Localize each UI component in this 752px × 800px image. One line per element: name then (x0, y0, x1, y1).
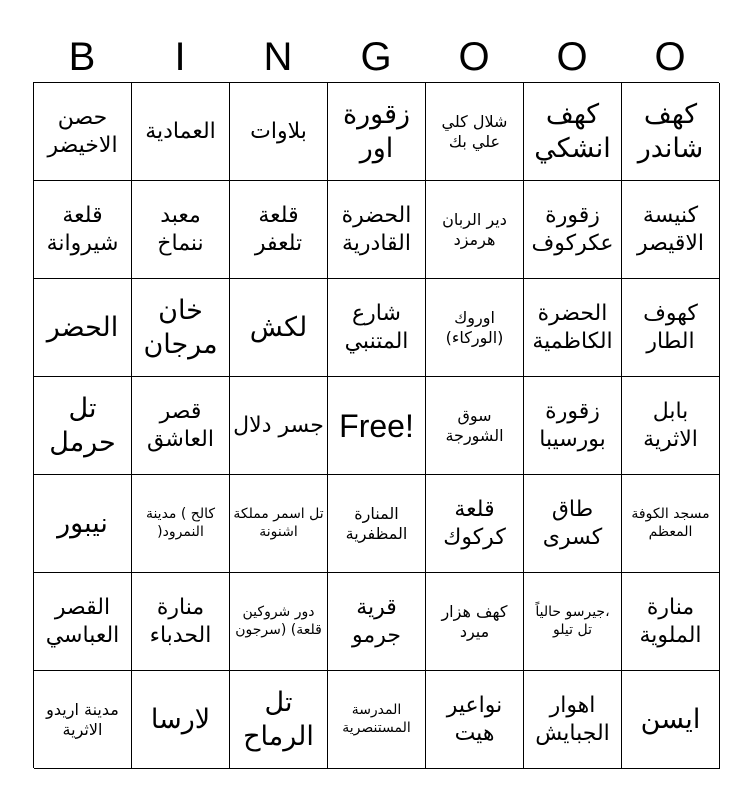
cell-text: اوروك (الوركاء) (445, 307, 504, 347)
bingo-cell[interactable] (426, 377, 524, 475)
bingo-cell[interactable] (230, 279, 328, 377)
cell-text: قلعة تلعفر (254, 203, 303, 256)
cell-text: قلعة كركوك (443, 497, 506, 550)
bingo-cell[interactable] (230, 573, 328, 671)
cell-text: ايسن (640, 703, 701, 735)
header-letter: G (360, 34, 392, 79)
header-letter: O (556, 34, 588, 79)
bingo-cell[interactable] (132, 83, 230, 181)
bingo-cell[interactable] (524, 83, 622, 181)
bingo-cell[interactable] (34, 181, 132, 279)
cell-text: كهف شاندر (637, 98, 704, 164)
header-letter: N (263, 34, 293, 79)
bingo-cell[interactable] (426, 475, 524, 573)
cell-text: لكش (249, 311, 308, 343)
header-letter: I (174, 34, 186, 79)
bingo-cell[interactable] (132, 181, 230, 279)
bingo-cell[interactable] (34, 475, 132, 573)
cell-text: شلال كلي علي بك (441, 111, 508, 151)
cell-text: نيبور (57, 507, 108, 539)
cell-text: زقورة اور (342, 98, 411, 164)
bingo-cell[interactable] (328, 181, 426, 279)
cell-text: زقورة بورسيبا (539, 399, 606, 452)
cell-text: نواعير هيت (446, 693, 503, 746)
bingo-cell[interactable] (524, 377, 622, 475)
cell-text: مدينة اريدو الاثرية (46, 699, 119, 739)
cell-text: بابل الاثرية (643, 399, 698, 452)
cell-text: كهف هزار ميرد (441, 601, 508, 641)
cell-text: كالح ) مدينة النمرود( (145, 506, 216, 540)
cell-text: جسر دلال (233, 412, 324, 438)
cell-text: العمادية (145, 118, 216, 144)
cell-text: دير الربان هرمزد (442, 209, 507, 249)
cell-text: بلاوات (250, 118, 307, 144)
cell-text: سوق الشورجة (445, 405, 504, 445)
bingo-cell[interactable] (230, 181, 328, 279)
bingo-cell[interactable] (34, 671, 132, 769)
cell-text: الحضرة الكاظمية (532, 301, 613, 354)
bingo-cell[interactable] (132, 279, 230, 377)
cell-text: Free! (339, 407, 414, 444)
cell-text: معبد ننماخ (157, 203, 204, 256)
bingo-cell[interactable] (622, 475, 720, 573)
bingo-cell[interactable] (524, 279, 622, 377)
cell-text: تل حرمل (49, 392, 116, 458)
bingo-cell[interactable] (524, 475, 622, 573)
cell-text: حصن الاخيضر (47, 105, 118, 158)
cell-text: قرية جرمو (352, 595, 401, 648)
cell-text: تل الرماح (243, 686, 314, 752)
cell-text: المنارة المظفرية (345, 503, 408, 543)
bingo-cell[interactable] (230, 83, 328, 181)
cell-text: قصر العاشق (147, 399, 214, 452)
bingo-cell[interactable] (132, 573, 230, 671)
bingo-cell[interactable] (230, 475, 328, 573)
cell-text: لارسا (150, 703, 211, 735)
bingo-cell[interactable] (230, 377, 328, 475)
bingo-cell[interactable] (132, 475, 230, 573)
bingo-cell[interactable] (622, 181, 720, 279)
header-letter: O (458, 34, 490, 79)
cell-text: ،جيرسو حالياً تل تيلو (535, 604, 610, 638)
bingo-cell[interactable] (622, 279, 720, 377)
bingo-header (33, 34, 719, 80)
cell-text: طاق كسرى (542, 497, 603, 550)
bingo-cell[interactable] (328, 475, 426, 573)
bingo-cell[interactable] (426, 573, 524, 671)
bingo-cell[interactable] (426, 671, 524, 769)
bingo-cell[interactable] (328, 573, 426, 671)
cell-text: الحضرة القادرية (341, 203, 412, 256)
bingo-cell[interactable] (328, 279, 426, 377)
header-letter: B (68, 34, 96, 79)
cell-text: دور شروكين قلعة) (سرجون (235, 604, 322, 638)
bingo-cell[interactable] (34, 83, 132, 181)
bingo-cell[interactable] (34, 279, 132, 377)
cell-text: مسجد الكوفة المعظم (631, 506, 710, 540)
bingo-cell[interactable] (524, 671, 622, 769)
cell-text: اهوار الجبايش (535, 693, 610, 746)
cell-text: زقورة عكركوف (531, 203, 614, 256)
bingo-cell[interactable] (328, 671, 426, 769)
bingo-cell[interactable] (426, 83, 524, 181)
bingo-cell[interactable] (622, 573, 720, 671)
cell-text: الحضر (46, 311, 119, 343)
bingo-cell[interactable] (230, 671, 328, 769)
bingo-cell[interactable] (426, 279, 524, 377)
cell-text: كنيسة الاقيصر (636, 203, 705, 256)
cell-text: خان مرجان (143, 294, 218, 360)
bingo-grid (33, 82, 719, 768)
bingo-cell[interactable] (524, 181, 622, 279)
bingo-cell[interactable] (34, 573, 132, 671)
cell-text: كهف انشكي (534, 98, 611, 164)
bingo-cell[interactable] (328, 83, 426, 181)
cell-text: قلعة شيروانة (46, 203, 119, 256)
free-space-cell[interactable] (328, 377, 426, 475)
bingo-cell[interactable] (34, 377, 132, 475)
cell-text: منارة الملوية (639, 595, 702, 648)
bingo-cell[interactable] (622, 671, 720, 769)
bingo-cell[interactable] (524, 573, 622, 671)
cell-text: شارع المتنبي (344, 301, 409, 354)
cell-text: تل اسمر مملكة اشنونة (233, 506, 324, 540)
cell-text: كهوف الطار (643, 301, 698, 354)
cell-text: المدرسة المستنصرية (342, 702, 411, 736)
header-letter: O (654, 34, 686, 79)
bingo-cell[interactable] (622, 83, 720, 181)
cell-text: القصر العباسي (45, 595, 120, 648)
bingo-cell[interactable] (622, 377, 720, 475)
bingo-cell[interactable] (132, 377, 230, 475)
bingo-cell[interactable] (132, 671, 230, 769)
bingo-cell[interactable] (426, 181, 524, 279)
cell-text: منارة الحدباء (149, 595, 212, 648)
